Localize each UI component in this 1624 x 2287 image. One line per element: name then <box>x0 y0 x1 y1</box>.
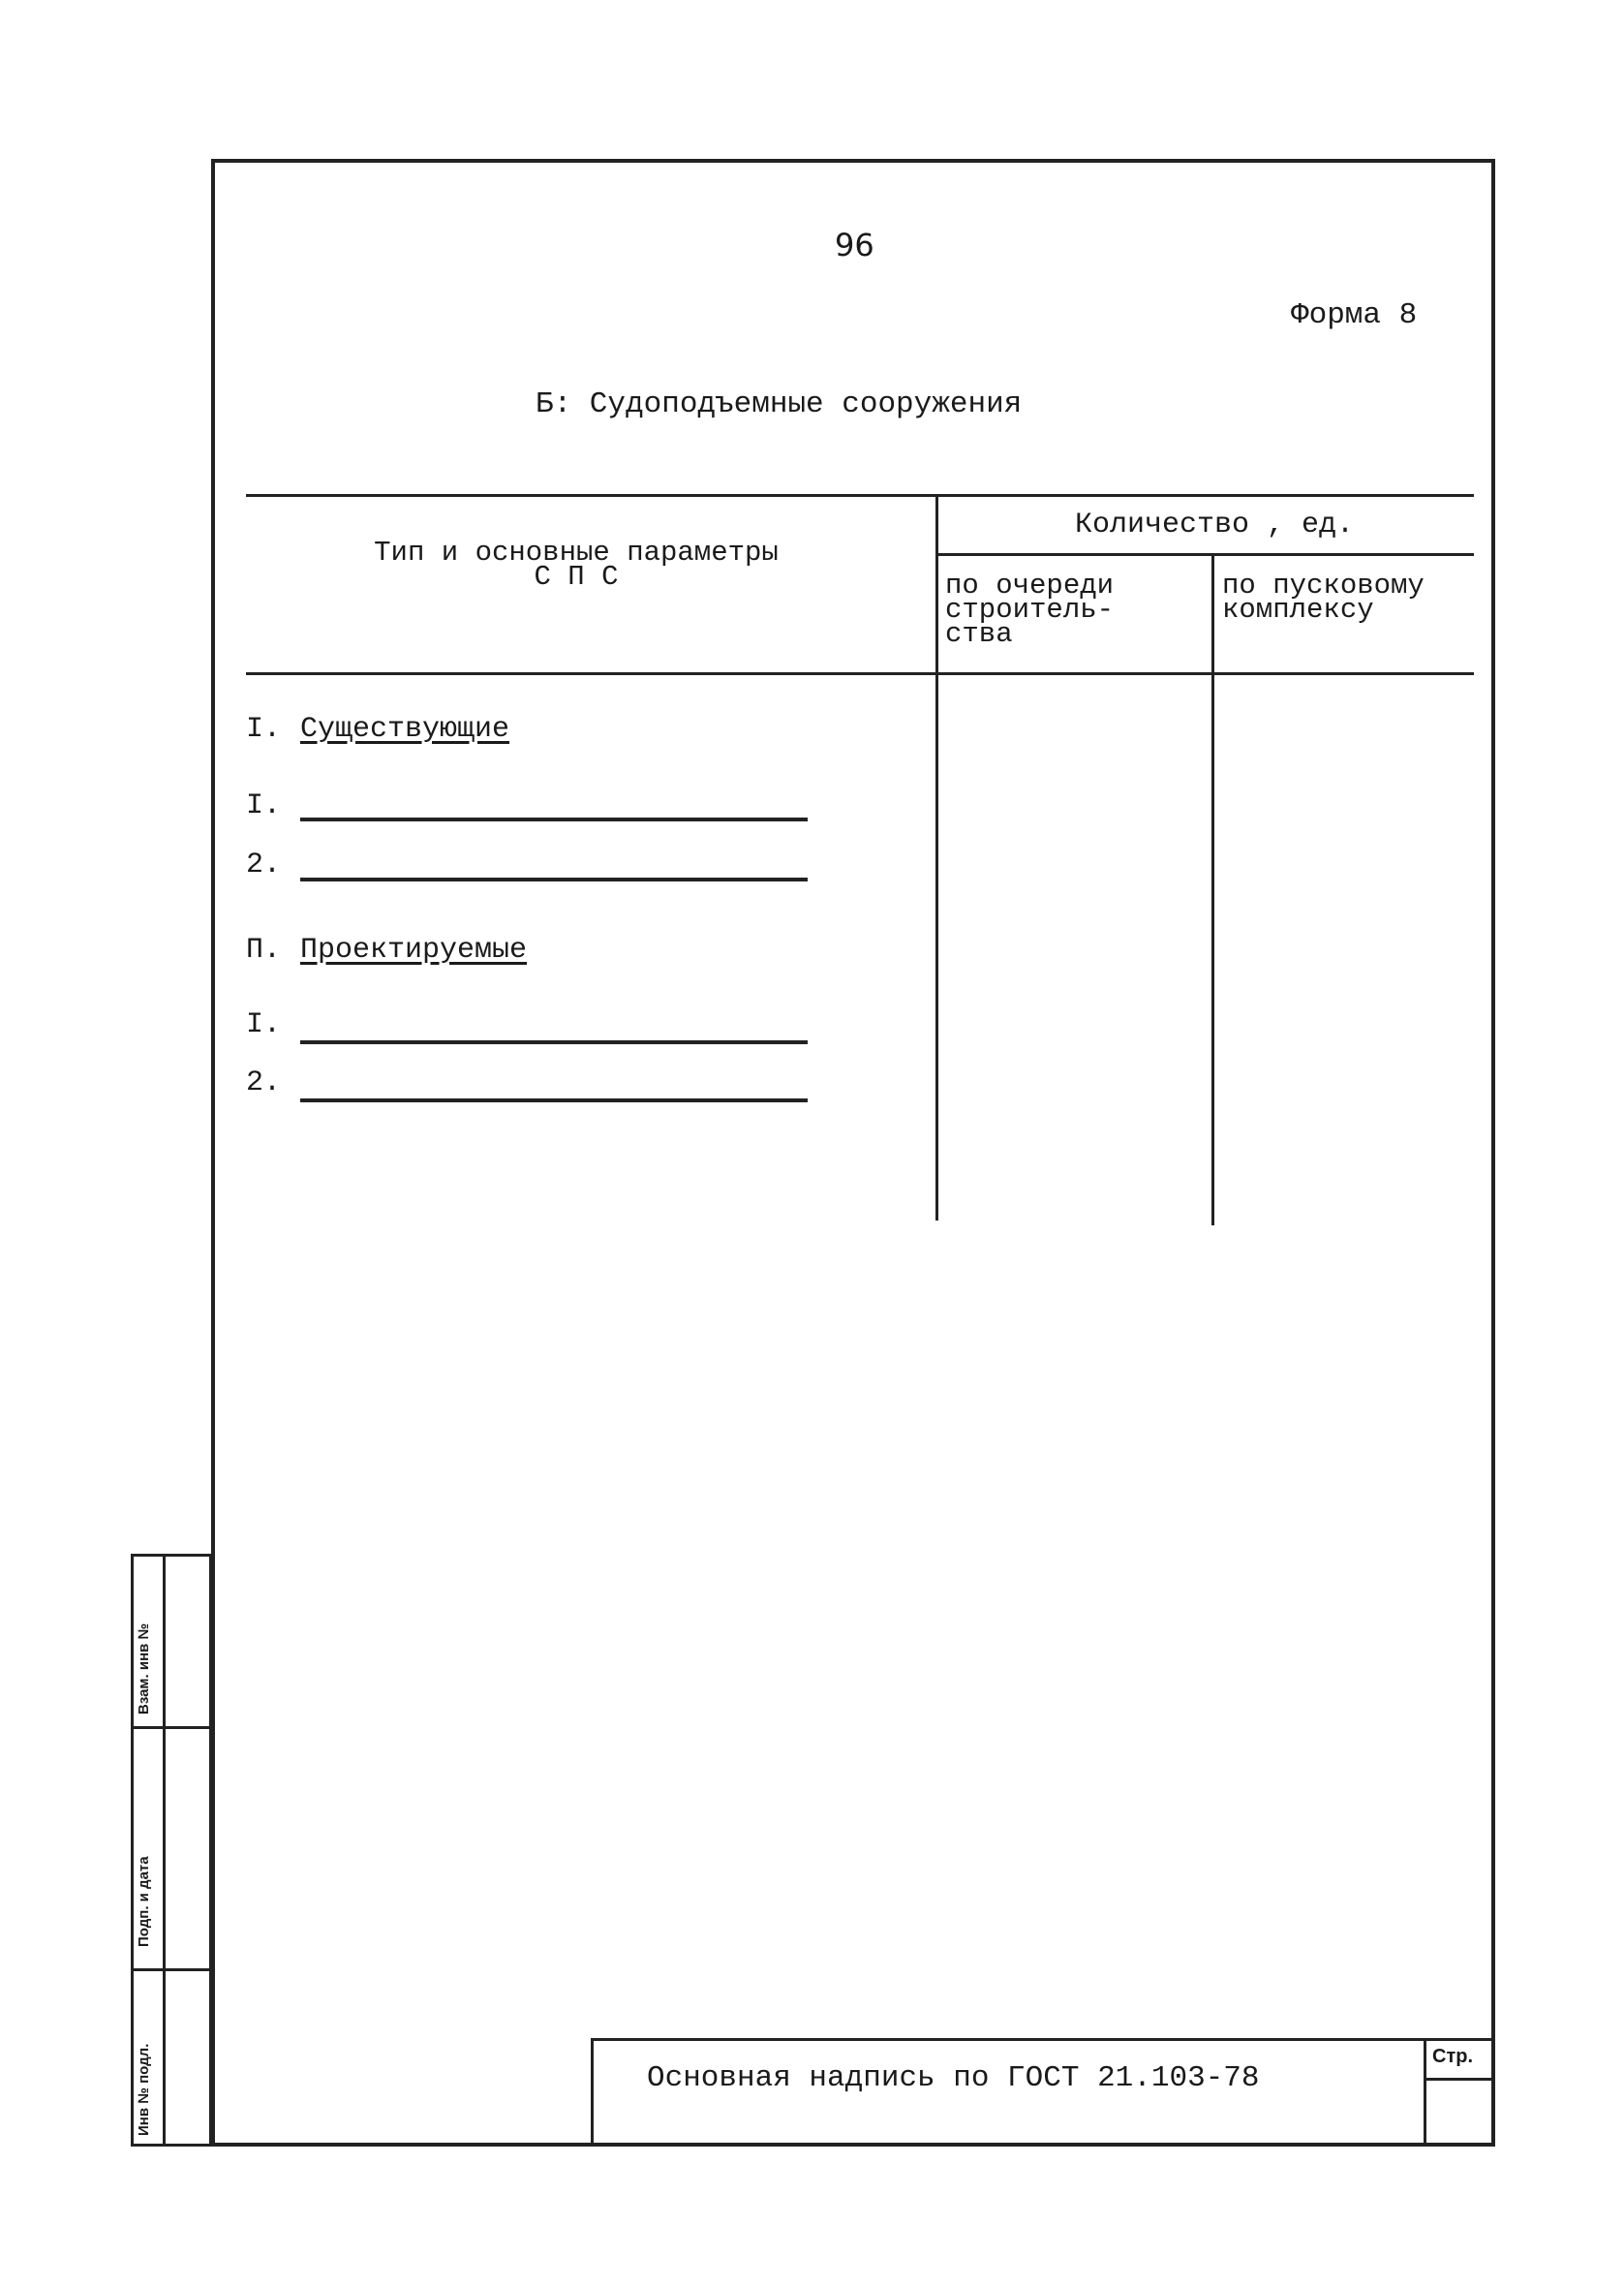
section-label: Существующие <box>300 713 510 746</box>
table-header-bottom-rule <box>246 672 1474 675</box>
section-numeral: П. <box>246 934 282 967</box>
page-number: 96 <box>835 227 874 263</box>
item-number: I. <box>246 789 282 822</box>
side-label-replacement-inv: Взам. инв № <box>136 1623 152 1715</box>
table-top-rule <box>246 494 1474 497</box>
item-number: I. <box>246 1008 282 1041</box>
side-strip-rule <box>133 1726 212 1729</box>
page-title: Б: Судоподъемные сооружения <box>536 387 1023 421</box>
col2-header-line: ства <box>945 618 1013 650</box>
table-divider-2 <box>1211 555 1214 1225</box>
fill-in-line <box>300 1040 808 1044</box>
side-label-original-inv: Инв № подл. <box>136 2043 152 2136</box>
item-number: 2. <box>246 1066 282 1099</box>
col3-header-line: по пусковому <box>1222 570 1425 602</box>
stamp-text: Основная надпись по ГОСТ 21.103-78 <box>647 2061 1260 2095</box>
item-number: 2. <box>246 849 282 881</box>
fill-in-line <box>300 818 808 821</box>
fill-in-line <box>300 1098 808 1102</box>
section-numeral: I. <box>246 713 282 746</box>
col2-header-line: по очереди <box>945 570 1115 602</box>
quantity-header-rule <box>937 553 1474 556</box>
page-frame <box>211 159 1495 2147</box>
stamp-page-label: Стр. <box>1432 2046 1474 2067</box>
stamp-page-rule <box>1424 2078 1495 2081</box>
col2-header-line: строитель- <box>945 594 1115 626</box>
col1-header <box>349 537 804 593</box>
stamp-left-rule <box>591 2038 594 2147</box>
col3-header-line: комплексу <box>1222 594 1374 626</box>
form-label: Форма 8 <box>1291 298 1418 332</box>
table-divider-1 <box>935 496 938 1221</box>
quantity-header: Количество , ед. <box>1075 509 1355 541</box>
stamp-top-rule <box>591 2038 1495 2041</box>
col1-header-line1: Тип и основные параметры <box>374 537 779 569</box>
col2-header <box>945 570 1115 650</box>
stamp-page-divider <box>1424 2038 1426 2147</box>
fill-in-line <box>300 878 808 881</box>
col1-header-line2: С П С <box>534 561 619 593</box>
side-label-signature-date: Подп. и дата <box>136 1856 152 1947</box>
col3-header <box>1222 570 1425 626</box>
section-label: Проектируемые <box>300 934 528 967</box>
side-strip-rule <box>133 1968 212 1971</box>
side-strip-divider <box>163 1556 166 2145</box>
